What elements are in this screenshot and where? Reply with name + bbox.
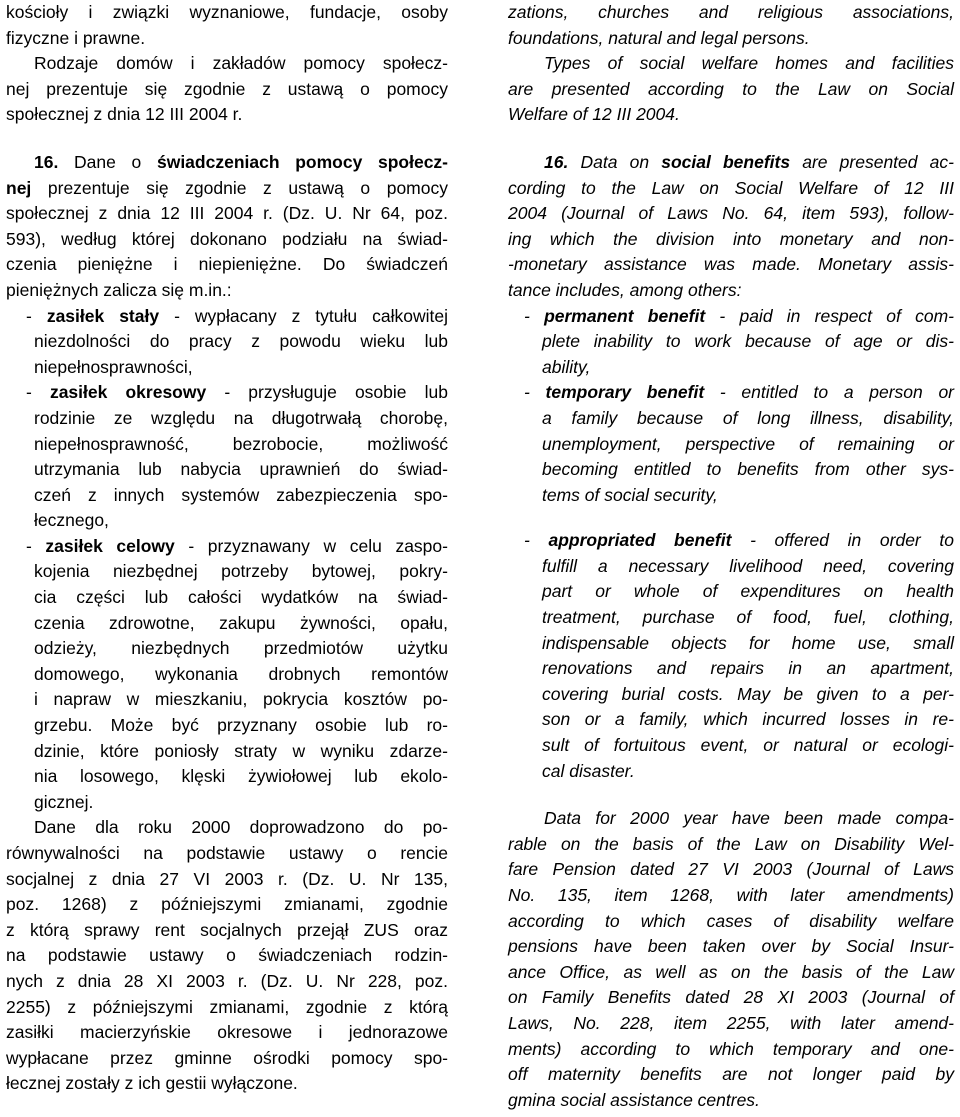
text-span: - przysługuje osobie lub	[206, 382, 448, 403]
text-line: plete inability to work because of age or dis-	[542, 331, 954, 352]
polish-column	[6, 0, 448, 1097]
text-span: - wypłacany z tytułu całkowitej	[159, 305, 448, 326]
text-line: tance includes, among others:	[508, 279, 742, 300]
bold-term: permanent benefit	[544, 305, 706, 326]
text-span: are presented ac-	[790, 151, 954, 172]
text-line: No. 135, item 1268, with later amendments)	[508, 885, 954, 905]
list-dash: -	[26, 382, 50, 403]
bold-term: zasiłek celowy	[45, 535, 175, 556]
text-line: gmina social assistance centres.	[508, 1089, 760, 1110]
text-line: łecznego,	[34, 510, 109, 531]
text-line: zations, churches and religious associations,	[508, 2, 954, 22]
english-column	[508, 0, 954, 1113]
text-line: odzieży, niezbędnych przedmiotów użytku	[34, 638, 448, 659]
text-line: niepełnosprawności,	[34, 356, 193, 377]
bold-term: nej	[6, 177, 32, 198]
text-line: 593), według której dokonano podziału na świad-	[6, 228, 448, 249]
text-line: cia części lub całości wydatków na świad-	[34, 587, 448, 608]
text-line: pensions have been taken over by Social Insur-	[508, 936, 954, 957]
text-line: a family because of long illness, disability,	[542, 407, 954, 428]
text-line: socjalnej z dnia 27 VI 2003 r. (Dz. U. Nr 135,	[6, 868, 448, 889]
bold-term: temporary benefit	[545, 382, 705, 403]
list-item-first-line	[6, 380, 448, 406]
text-line: tems of social security,	[542, 484, 718, 505]
text-line: zasiłki macierzyńskie okresowe i jednorazowe	[6, 1022, 448, 1043]
text-line: Welfare of 12 III 2004.	[508, 104, 680, 125]
text-line: grzebu. Może być przyznany osobie lub ro-	[34, 715, 448, 736]
text-line: ments) according to which temporary and one-	[508, 1038, 954, 1059]
text-line: rable on the basis of the Law on Disability Wel-	[508, 833, 954, 854]
list-item-first-line	[508, 304, 954, 330]
section-number: 16.	[544, 151, 569, 172]
text-span: - offered in order to	[731, 530, 954, 551]
text-line: z którą sprawy rent socjalnych przejął ZUS oraz	[6, 919, 448, 940]
text-span: - entitled to a person or	[704, 382, 955, 403]
text-line: pieniężnych zalicza się m.in.:	[6, 279, 232, 300]
text-line: poz. 1268) z późniejszymi zmianami, zgodnie	[6, 894, 448, 915]
text-line: utrzymania lub nabycia uprawnień do świad-	[34, 459, 448, 480]
text-line: społecznej z dnia 12 III 2004 r.	[6, 104, 243, 125]
text-line: ability,	[542, 356, 591, 377]
text-line: Data for 2000 year have been made compa-	[544, 808, 954, 829]
text-span: Data on	[568, 151, 662, 172]
bold-term: świadczeniach pomocy społecz-	[156, 151, 449, 172]
text-line: ance Office, as well as on the basis of the Law	[508, 961, 954, 982]
text-line: are presented according to the Law on Social	[508, 78, 954, 99]
text-line: sult of fortuitous event, or natural or ecologi-	[542, 735, 954, 756]
bold-term: social benefits	[661, 151, 791, 172]
text-line: niezdolności do pracy z powodu wieku lub	[34, 331, 448, 352]
text-line: gicznej.	[34, 791, 94, 812]
text-line: kojenia niezbędnej potrzeby bytowej, pokry-	[34, 561, 448, 582]
text-line: fizyczne i prawne.	[6, 27, 146, 48]
text-span: prezentuje się zgodnie z ustawą o pomocy	[31, 177, 448, 198]
text-line: fare Pension dated 27 VI 2003 (Journal of Laws	[508, 859, 954, 880]
list-item-first-line	[508, 380, 954, 406]
text-line: na podstawie ustawy o świadczeniach rodzin-	[6, 945, 448, 966]
text-line: covering burial costs. May be given to a per-	[542, 683, 954, 704]
text-line: cording to the Law on Social Welfare of 12 III	[508, 177, 954, 198]
list-item-first-line	[508, 528, 954, 554]
text-span: - paid in respect of com-	[705, 305, 954, 326]
text-line: rodzinie ze względu na długotrwałą chorobę,	[34, 407, 448, 428]
text-line: Laws, No. 228, item 2255, with later amend-	[508, 1012, 954, 1033]
text-line: dzinie, które poniosły straty w wyniku zdarze-	[34, 740, 448, 761]
text-line: son or a family, which incurred losses in re-	[542, 709, 954, 730]
text-line: równywalności na podstawie ustawy o rencie	[6, 843, 448, 863]
text-line: kościoły i związki wyznaniowe, fundacje, osoby	[6, 2, 448, 22]
text-line: part or whole of expenditures on health	[542, 581, 954, 602]
section-number: 16.	[34, 151, 59, 172]
list-dash: -	[524, 305, 545, 326]
text-line: unemployment, perspective of remaining or	[542, 433, 954, 454]
text-line: foundations, natural and legal persons.	[508, 27, 810, 48]
list-dash: -	[26, 535, 46, 556]
section-16-heading-line	[6, 150, 448, 176]
section-16-heading-line	[508, 150, 954, 176]
text-line: czenia pieniężne i niepieniężne. Do świadczeń	[6, 254, 448, 275]
text-line: 2255) z późniejszymi zmianami, zgodnie z którą	[6, 996, 448, 1017]
text-line	[6, 176, 448, 202]
text-span: Dane o	[58, 151, 157, 172]
text-line: nych z dnia 28 XI 2003 r. (Dz. U. Nr 228, poz.	[6, 970, 448, 991]
bold-term: appropriated benefit	[548, 530, 732, 551]
text-line: społecznej z dnia 12 III 2004 r. (Dz. U. Nr 64, poz.	[6, 203, 448, 224]
text-line: becoming entitled to benefits from other sys-	[542, 459, 954, 480]
text-line: on Family Benefits dated 28 XI 2003 (Journal of	[508, 987, 954, 1008]
text-span: - przyznawany w celu zaspo-	[174, 535, 448, 556]
text-line: off maternity benefits are not longer paid by	[508, 1064, 954, 1085]
text-line: ing which the division into monetary and non-	[508, 228, 954, 249]
text-line: -monetary assistance was made. Monetary assis-	[508, 254, 954, 275]
text-line: nia losowego, klęski żywiołowej lub ekolo-	[34, 766, 448, 787]
list-item-first-line	[6, 304, 448, 330]
text-line: niepełnosprawność, bezrobocie, możliwość	[34, 433, 448, 454]
text-line: domowego, wykonania drobnych remontów	[34, 663, 448, 684]
text-line: renovations and repairs in an apartment,	[542, 658, 954, 679]
text-line: Dane dla roku 2000 doprowadzono do po-	[34, 817, 448, 838]
bold-term: zasiłek stały	[46, 305, 160, 326]
text-line: wypłacane przez gminne ośrodki pomocy spo-	[6, 1047, 448, 1068]
text-line: treatment, purchase of food, fuel, clothing,	[542, 607, 954, 628]
text-line: czenia zdrowotne, zakupu żywności, opału,	[34, 612, 448, 633]
text-line: i napraw w mieszkaniu, pokrycia kosztów po-	[34, 689, 448, 710]
list-dash: -	[524, 530, 549, 551]
list-dash: -	[524, 382, 546, 403]
text-line: Types of social welfare homes and facilities	[544, 53, 954, 74]
text-line: Rodzaje domów i zakładów pomocy społecz-	[34, 53, 448, 74]
text-line: according to which cases of disability welfare	[508, 910, 954, 931]
text-line: fulfill a necessary livelihood need, covering	[542, 555, 954, 576]
text-line: indispensable objects for home use, small	[542, 632, 954, 653]
bold-term: zasiłek okresowy	[49, 382, 207, 403]
text-line: nej prezentuje się zgodnie z ustawą o pomocy	[6, 78, 448, 99]
text-line: cal disaster.	[542, 760, 635, 781]
list-dash: -	[26, 305, 47, 326]
text-line: łecznej zostały z ich gestii wyłączone.	[6, 1073, 298, 1094]
text-line: 2004 (Journal of Laws No. 64, item 593), follow-	[508, 203, 954, 224]
text-line: czeń z innych systemów zabezpieczenia spo-	[34, 484, 448, 505]
list-item-first-line	[6, 534, 448, 560]
